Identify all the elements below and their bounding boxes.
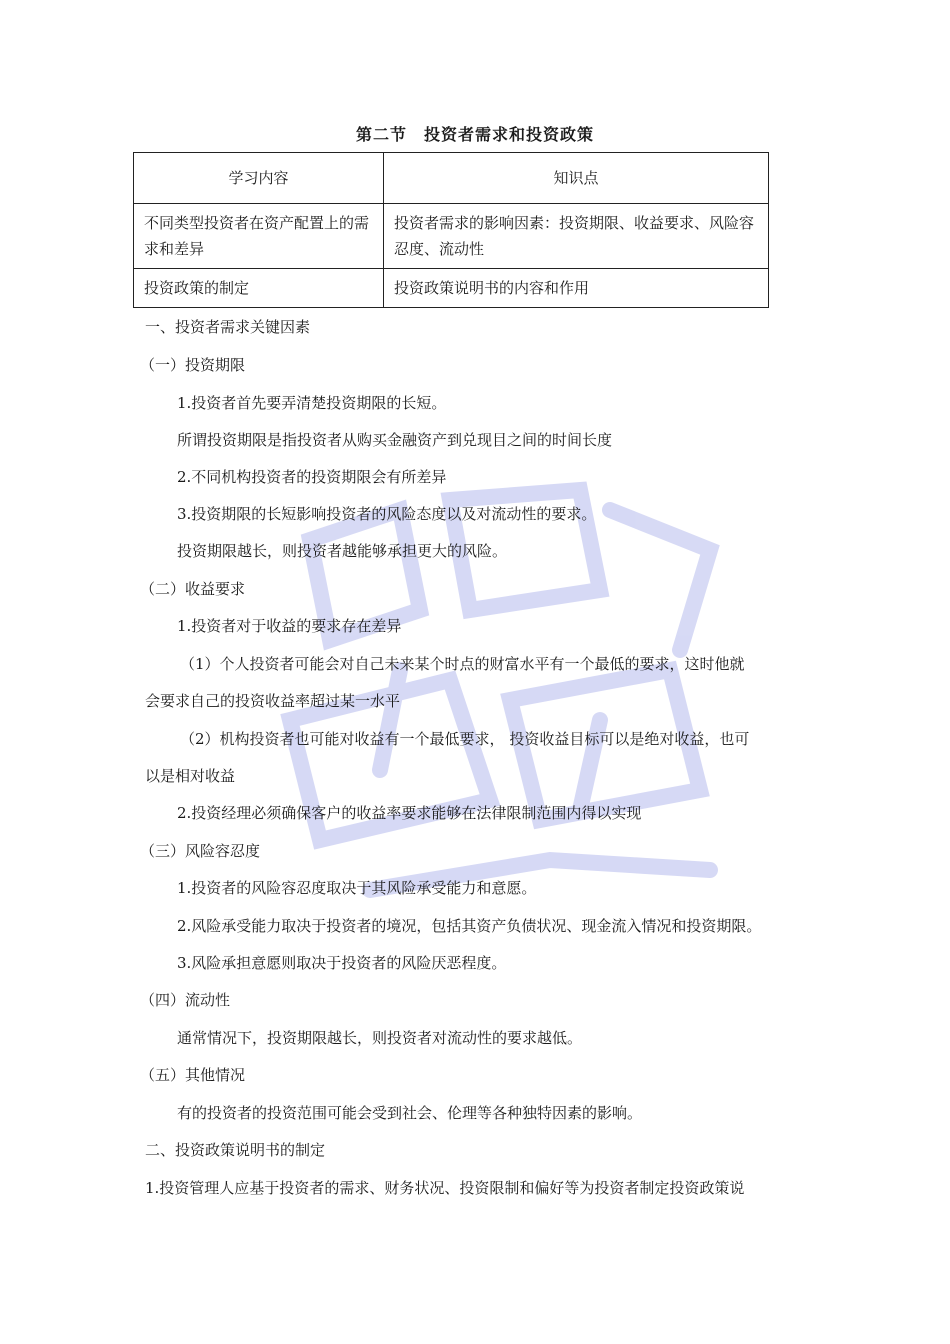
table-header-cell: 学习内容 <box>134 153 384 204</box>
paragraph: 以是相对收益 <box>145 767 236 785</box>
paragraph: 1.投资者的风险容忍度取决于其风险承受能力和意愿。 <box>177 879 537 897</box>
section-title: 第二节 投资者需求和投资政策 <box>355 125 594 144</box>
paragraph: 投资期限越长，则投资者越能够承担更大的风险。 <box>177 542 508 560</box>
paragraph: 2.投资经理必须确保客户的收益率要求能够在法律限制范围内得以实现 <box>177 804 642 822</box>
paragraph: 1.投资者首先要弄清楚投资期限的长短。 <box>177 394 447 412</box>
table-row <box>134 269 769 308</box>
heading-level-2: （一）投资期限 <box>140 356 246 374</box>
paragraph: 3.投资期限的长短影响投资者的风险态度以及对流动性的要求。 <box>177 505 597 523</box>
paragraph: 2.不同机构投资者的投资期限会有所差异 <box>177 468 447 486</box>
knowledge-table <box>133 152 769 308</box>
heading-level-2: （四）流动性 <box>140 991 231 1009</box>
heading-level-2: （二）收益要求 <box>140 580 246 598</box>
heading-level-1: 一、投资者需求关键因素 <box>145 318 311 336</box>
heading-level-2: （五）其他情况 <box>140 1066 246 1084</box>
paragraph: 1.投资管理人应基于投资者的需求、财务状况、投资限制和偏好等为投资者制定投资政策说 <box>145 1179 745 1197</box>
paragraph: 3.风险承担意愿则取决于投资者的风险厌恶程度。 <box>177 954 507 972</box>
paragraph: 2.风险承受能力取决于投资者的境况，包括其资产负债状况、现金流入情况和投资期限。 <box>177 917 762 935</box>
table-row <box>134 204 769 269</box>
paragraph: 1.投资者对于收益的要求存在差异 <box>177 617 402 635</box>
table-cell: 投资政策说明书的内容和作用 <box>384 269 769 308</box>
table-cell: 投资者需求的影响因素：投资期限、收益要求、风险容忍度、流动性 <box>384 204 769 269</box>
paragraph: 所谓投资期限是指投资者从购买金融资产到兑现目之间的时间长度 <box>177 431 613 449</box>
table-header-cell: 知识点 <box>384 153 769 204</box>
paragraph: 会要求自己的投资收益率超过某一水平 <box>145 692 401 710</box>
table-header-row <box>134 153 769 204</box>
heading-level-2: （三）风险容忍度 <box>140 842 261 860</box>
paragraph: 通常情况下，投资期限越长，则投资者对流动性的要求越低。 <box>177 1029 583 1047</box>
heading-level-1: 二、投资政策说明书的制定 <box>145 1141 326 1159</box>
paragraph: （1）个人投资者可能会对自己未来某个时点的财富水平有一个最低的要求，这时他就 <box>180 655 745 673</box>
table-cell: 投资政策的制定 <box>134 269 384 308</box>
paragraph: （2）机构投资者也可能对收益有一个最低要求， 投资收益目标可以是绝对收益，也可 <box>180 730 750 748</box>
paragraph: 有的投资者的投资范围可能会受到社会、伦理等各种独特因素的影响。 <box>177 1104 643 1122</box>
table-cell: 不同类型投资者在资产配置上的需求和差异 <box>134 204 384 269</box>
